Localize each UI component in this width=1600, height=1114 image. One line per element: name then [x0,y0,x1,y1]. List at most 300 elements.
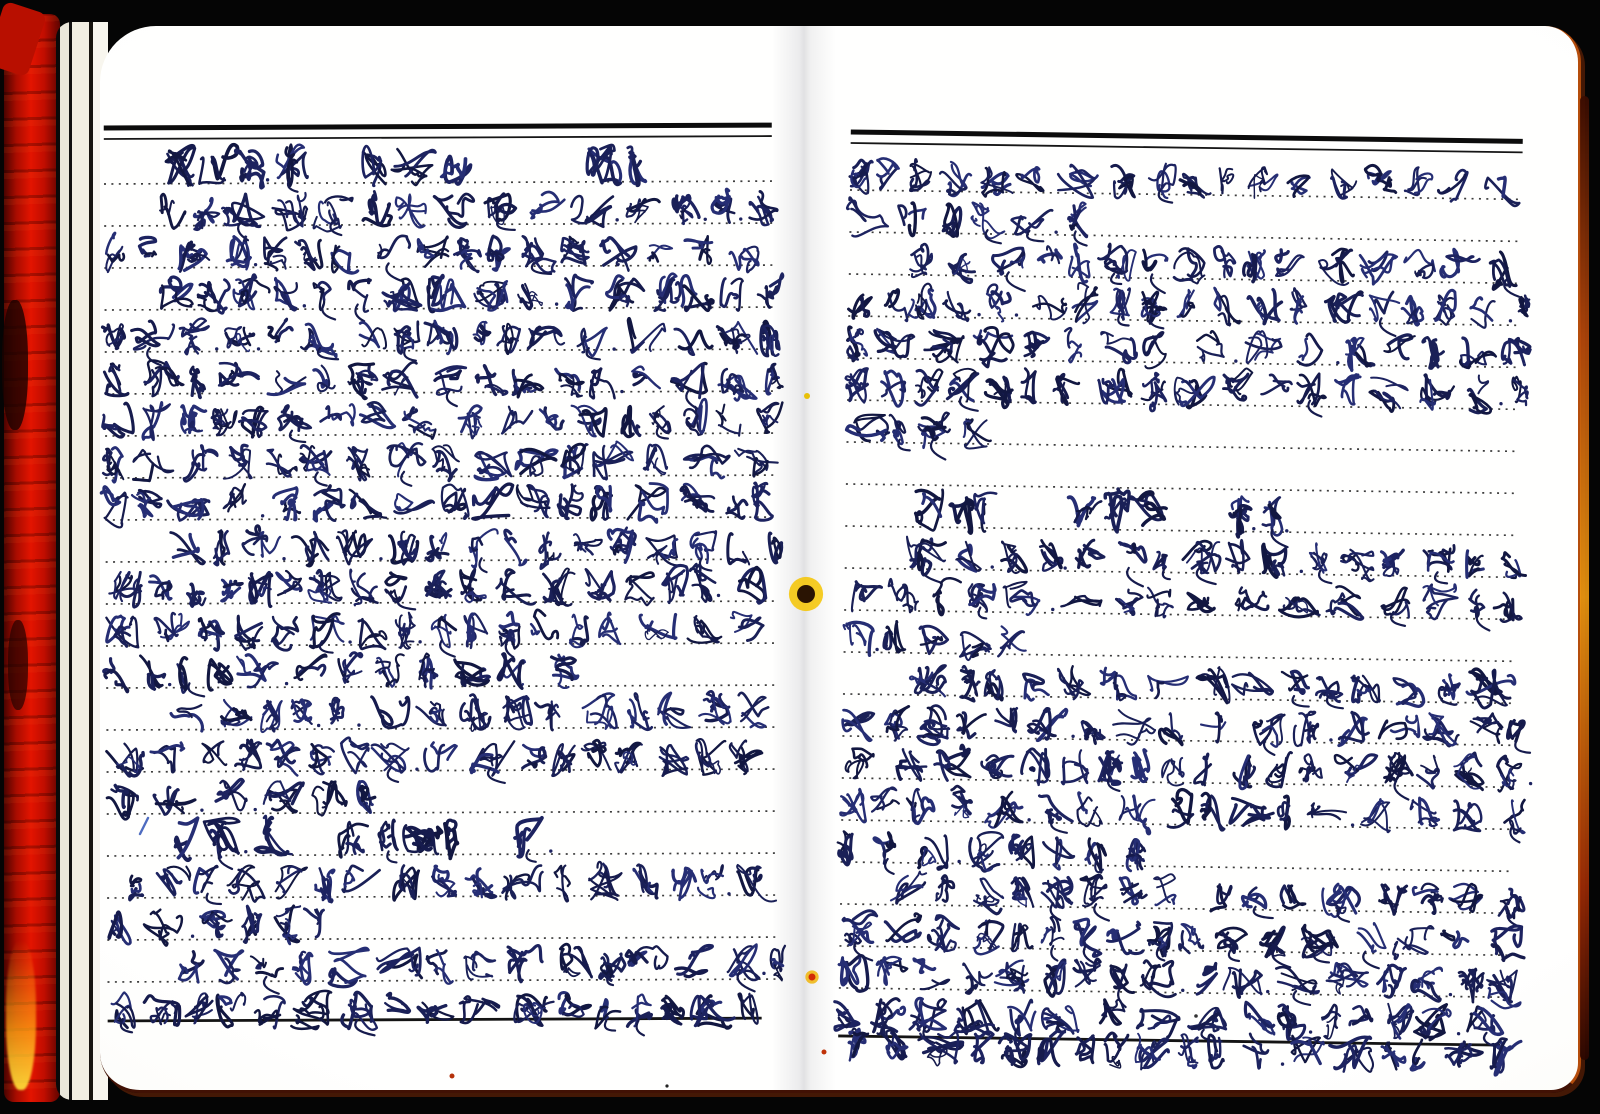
handwriting-stroke [716,405,725,427]
handwriting-line [107,736,762,785]
handwriting-stroke [1393,678,1416,703]
handwriting-stroke [107,792,133,820]
handwriting-stroke [1393,942,1398,959]
handwriting-stroke [1143,250,1156,270]
handwriting-stroke [180,658,187,690]
ruled-line-dotted [845,568,1517,577]
punctuation-dot [257,347,260,350]
top-rule-thin [851,143,1523,152]
gutter-stain [797,585,815,603]
handwriting-stroke [1335,755,1358,770]
handwriting-stroke [165,630,168,641]
handwriting-stroke [909,203,915,236]
handwriting-stroke [1106,338,1137,363]
punctuation-dot [1509,319,1512,322]
handwriting-line [842,910,1524,970]
handwriting-stroke [1371,378,1408,391]
handwriting-stroke [343,866,380,892]
punctuation-dot [418,640,421,643]
handwriting-stroke [963,964,992,986]
handwriting-stroke [1478,375,1488,393]
top-rule-thick [104,125,772,128]
handwriting-line [838,955,1520,1012]
handwriting-stroke [846,426,885,441]
handwriting-line [102,399,782,443]
handwriting-stroke [207,894,221,904]
punctuation-dot [620,390,623,393]
punctuation-dot [1329,738,1332,741]
punctuation-dot [1252,527,1255,530]
punctuation-dot [379,557,382,560]
handwriting-stroke [1154,874,1175,902]
punctuation-dot [1529,782,1532,785]
ruled-line-dotted [846,484,1518,493]
entry-header-handwriting [175,815,552,870]
handwriting-stroke [1447,255,1480,261]
handwriting-stroke [219,997,231,1005]
punctuation-dot [254,263,257,266]
handwriting-stroke [925,835,948,869]
handwriting-stroke [277,573,301,589]
punctuation-dot [1063,566,1066,569]
handwriting-stroke [473,484,513,519]
handwriting-stroke [1149,1016,1170,1029]
handwriting-stroke [1010,256,1024,267]
handwriting-stroke [1006,272,1025,291]
handwriting-stroke [320,641,333,653]
handwriting-line [840,785,1525,843]
handwriting-stroke [277,906,301,916]
handwriting-line [101,482,772,528]
handwriting-stroke [1319,571,1332,584]
handwriting-line [910,661,1515,711]
handwriting-stroke [898,206,906,225]
handwriting-line [842,704,1530,758]
handwriting-stroke [847,201,889,237]
handwriting-stroke [947,292,968,321]
handwriting-stroke [151,1001,176,1022]
punctuation-dot [200,808,203,811]
handwriting-stroke [504,570,530,597]
handwriting-stroke [639,502,657,523]
punctuation-dot [317,724,320,727]
handwriting-stroke [560,944,572,972]
handwriting-stroke [247,526,262,536]
punctuation-dot [1499,402,1502,405]
punctuation-dot [215,347,218,350]
handwriting-stroke [386,573,406,585]
handwriting-stroke [673,868,696,883]
ruled-line-dotted [107,853,775,856]
handwriting-stroke [1293,991,1310,1005]
handwriting-stroke [161,194,185,228]
handwriting-stroke [952,786,965,793]
handwriting-stroke [1181,924,1199,944]
punctuation-dot [957,860,960,863]
ruled-line-dotted [107,937,775,940]
handwriting-stroke [1413,887,1437,895]
handwriting-stroke [1233,970,1241,998]
punctuation-dot [1015,313,1018,316]
punctuation-dot [1449,993,1452,996]
handwriting-line [112,989,758,1038]
handwriting-stroke [105,670,128,692]
handwriting-stroke [921,979,950,989]
punctuation-dot [1234,359,1237,362]
dust-speck [1194,1014,1198,1018]
handwriting-stroke [219,363,259,385]
handwriting-stroke [767,286,777,298]
handwriting-stroke [540,410,557,430]
punctuation-dot [717,594,720,597]
handwriting-stroke [479,558,486,572]
handwriting-stroke [1172,789,1191,823]
handwriting-stroke [695,996,734,1025]
handwriting-stroke [516,375,543,397]
handwriting-line [837,830,1145,877]
handwriting-stroke [1221,169,1233,184]
handwriting-stroke [188,683,204,696]
handwriting-stroke [1405,167,1426,195]
handwriting-line [848,280,1529,338]
punctuation-dot [1181,989,1184,992]
ruled-line-dotted [105,391,773,394]
handwriting-stroke [156,800,195,805]
handwriting-stroke [1363,952,1379,969]
handwriting-stroke [1474,1008,1503,1034]
handwriting-stroke [1027,231,1043,242]
handwriting-stroke [708,761,720,774]
handwriting-stroke [622,407,633,437]
gutter-stain [809,974,816,981]
handwriting-stroke [675,329,694,355]
handwriting-stroke [109,912,122,938]
handwriting-stroke [566,285,589,310]
handwriting-stroke [1226,543,1249,573]
handwriting-stroke [454,159,465,177]
handwriting-line [160,273,783,323]
handwriting-stroke [1179,931,1189,953]
handwriting-stroke [1297,373,1319,404]
handwriting-stroke [889,579,906,601]
handwriting-stroke [1381,552,1390,565]
handwriting-stroke [558,495,568,519]
handwriting-stroke [698,888,715,899]
handwriting-stroke [599,618,620,644]
handwriting-stroke [1151,274,1165,293]
handwriting-stroke [1149,164,1176,191]
handwriting-stroke [1243,254,1255,282]
handwriting-stroke [605,1020,615,1030]
handwriting-stroke [849,197,866,220]
ruled-line-dotted [844,652,1516,661]
handwriting-stroke [1358,688,1371,693]
handwriting-stroke [856,582,882,601]
handwriting-stroke [1010,1000,1032,1036]
punctuation-dot [348,640,351,643]
gutter-stain [450,1074,455,1079]
handwriting-stroke [309,336,332,352]
handwriting-stroke [571,196,611,223]
handwriting-stroke [1069,341,1081,362]
handwriting-line [171,691,768,732]
handwriting-stroke [322,305,335,320]
handwriting-stroke [627,573,654,584]
handwriting-line [179,943,785,994]
handwriting-stroke [971,216,980,226]
handwriting-stroke [531,192,559,218]
dust-speck [665,1084,668,1087]
handwriting-stroke [1108,494,1122,532]
handwriting-stroke [106,233,115,254]
handwriting-stroke [257,969,283,977]
handwriting-stroke [498,654,523,689]
handwriting-line [845,363,1528,420]
punctuation-dot [1051,608,1054,611]
punctuation-dot [615,218,618,221]
punctuation-dot [1457,1032,1460,1035]
handwriting-stroke [1498,177,1505,196]
handwriting-stroke [909,209,925,219]
handwriting-line [104,652,578,697]
handwriting-stroke [1422,895,1438,914]
ruled-line-dotted [105,433,773,436]
handwriting-stroke [1459,803,1482,828]
handwriting-stroke [1299,339,1307,360]
punctuation-dot [1266,990,1269,993]
handwriting-stroke [304,909,323,937]
handwriting-stroke [721,279,738,307]
handwriting-stroke [739,581,764,602]
handwriting-stroke [914,959,935,973]
handwriting-line [846,411,991,460]
handwriting-stroke [531,624,539,634]
handwriting-stroke [388,446,425,467]
handwriting-stroke [1291,671,1308,693]
punctuation-dot [1351,823,1354,826]
punctuation-dot [1336,361,1339,364]
handwriting-stroke [1050,927,1064,945]
handwriting-stroke [1068,597,1101,605]
punctuation-dot [762,972,765,975]
handwriting-stroke [535,703,552,730]
handwriting-stroke [178,818,198,858]
handwriting-stroke [151,743,184,753]
handwriting-stroke [1470,297,1492,320]
handwriting-stroke [637,1021,644,1036]
handwriting-stroke [104,403,133,437]
handwriting-stroke [387,851,396,862]
handwriting-stroke [530,456,542,476]
ruled-line-dotted [104,265,772,268]
handwriting-stroke [401,472,411,486]
handwriting-stroke [1101,668,1115,685]
handwriting-stroke [1201,722,1225,729]
punctuation-dot [704,218,707,221]
handwriting-stroke [264,977,279,994]
handwriting-stroke [1501,593,1522,622]
handwriting-stroke [1042,928,1051,943]
handwriting-stroke [1101,332,1130,344]
punctuation-dot [1054,230,1057,233]
handwriting-stroke [360,501,381,518]
ruled-line-dotted [845,526,1517,535]
punctuation-dot [303,304,306,307]
handwriting-stroke [631,324,665,353]
punctuation-dot [261,514,264,517]
punctuation-dot [612,347,615,350]
handwriting-stroke [381,236,410,258]
ruled-line-dotted [107,811,775,814]
handwriting-stroke [885,290,898,307]
handwriting-line [106,609,763,659]
punctuation-dot [549,849,552,852]
handwriting-stroke [321,406,341,421]
handwriting-stroke [1441,931,1454,940]
handwriting-stroke [719,425,741,436]
handwriting-stroke [1404,250,1435,271]
punctuation-dot [1027,818,1030,821]
handwriting-stroke [1200,351,1204,361]
handwriting-line [109,564,765,611]
handwriting-stroke [310,571,322,590]
handwriting-stroke [1309,931,1337,948]
punctuation-dot [357,723,360,726]
page-left [100,125,787,1038]
handwriting-line [160,189,777,241]
handwriting-stroke [843,910,877,924]
handwriting-stroke [1065,328,1071,347]
handwriting-stroke [628,485,667,519]
handwriting-stroke [349,279,371,289]
handwriting-stroke [1394,781,1408,800]
handwriting-stroke [943,300,970,313]
handwriting-stroke [362,402,385,422]
handwriting-stroke [1214,288,1221,310]
handwriting-stroke [1194,764,1210,785]
punctuation-dot [1281,1062,1284,1065]
handwriting-stroke [101,487,119,505]
handwriting-line [849,158,1519,207]
handwriting-stroke [329,948,368,983]
handwriting-stroke [885,859,894,874]
handwriting-stroke [760,403,779,413]
handwriting-stroke [1242,894,1266,908]
handwriting-stroke [1030,767,1035,771]
handwriting-stroke [1223,934,1235,953]
punctuation-dot [285,682,288,685]
handwriting-stroke [680,209,685,218]
handwriting-stroke [1197,331,1219,343]
ruled-line-dotted [848,358,1520,367]
handwriting-stroke [684,409,697,427]
handwriting-stroke [628,318,635,351]
handwriting-stroke [1380,318,1396,336]
handwriting-stroke [290,431,305,442]
handwriting-stroke [673,196,678,212]
handwriting-stroke [329,969,356,987]
handwriting-stroke [132,321,160,346]
handwriting-stroke [272,617,294,644]
handwriting-stroke [1253,714,1284,745]
handwriting-stroke [1463,338,1471,367]
handwriting-line [171,523,782,573]
handwriting-stroke [1197,973,1216,994]
handwriting-stroke [1232,798,1273,826]
punctuation-dot [415,767,418,770]
page-right [834,132,1541,1076]
handwriting-line [891,870,1525,927]
handwriting-stroke [845,761,863,779]
ruled-line-dotted [106,685,774,688]
handwriting-stroke [1405,926,1433,950]
handwriting-stroke [526,850,535,862]
punctuation-dot [977,313,980,316]
handwriting-stroke [237,657,250,673]
punctuation-dot [1285,529,1288,532]
handwriting-stroke [318,366,335,392]
handwriting-stroke [1278,802,1289,819]
punctuation-dot [991,565,994,568]
handwriting-line [906,535,1526,591]
punctuation-dot [875,648,878,651]
punctuation-dot [191,935,194,938]
punctuation-dot [168,683,171,686]
handwriting-stroke [747,451,767,475]
handwriting-line [104,358,783,413]
handwriting-stroke [1257,303,1263,321]
handwriting-stroke [1127,568,1143,586]
punctuation-dot [739,217,742,220]
handwriting-stroke [1358,933,1376,952]
handwriting-stroke [1021,749,1049,778]
handwriting-stroke [1148,676,1188,691]
handwriting-line [106,230,758,283]
handwriting-stroke [440,641,455,657]
handwriting-stroke [383,654,404,686]
punctuation-dot [727,892,730,895]
handwriting-stroke [360,322,379,347]
handwriting-stroke [1108,930,1118,941]
ruled-line-dotted [105,517,773,520]
ruled-line-dotted [840,904,1512,913]
handwriting-stroke [1155,599,1164,616]
handwriting-stroke [315,472,327,485]
ruled-line-dotted [846,442,1518,451]
handwriting-stroke [1330,1037,1371,1068]
handwriting-stroke [979,608,987,619]
handwriting-stroke [1454,932,1468,948]
handwriting-stroke [345,653,362,670]
handwriting-line [847,197,1088,245]
ruled-line-dotted [105,475,773,478]
handwriting-stroke [1217,885,1231,904]
punctuation-dot [555,302,558,305]
handwriting-stroke [897,761,906,779]
handwriting-stroke [1276,250,1288,262]
ruled-line-dotted [105,349,773,352]
handwriting-stroke [937,591,944,615]
punctuation-dot [282,557,285,560]
handwriting-stroke [1435,572,1447,583]
handwriting-stroke [437,469,456,481]
handwriting-stroke [395,494,412,510]
handwriting-stroke [1441,249,1459,277]
handwriting-stroke [877,158,899,176]
top-rule-thin [104,136,772,139]
handwriting-stroke [313,202,341,231]
handwriting-stroke [476,366,495,395]
